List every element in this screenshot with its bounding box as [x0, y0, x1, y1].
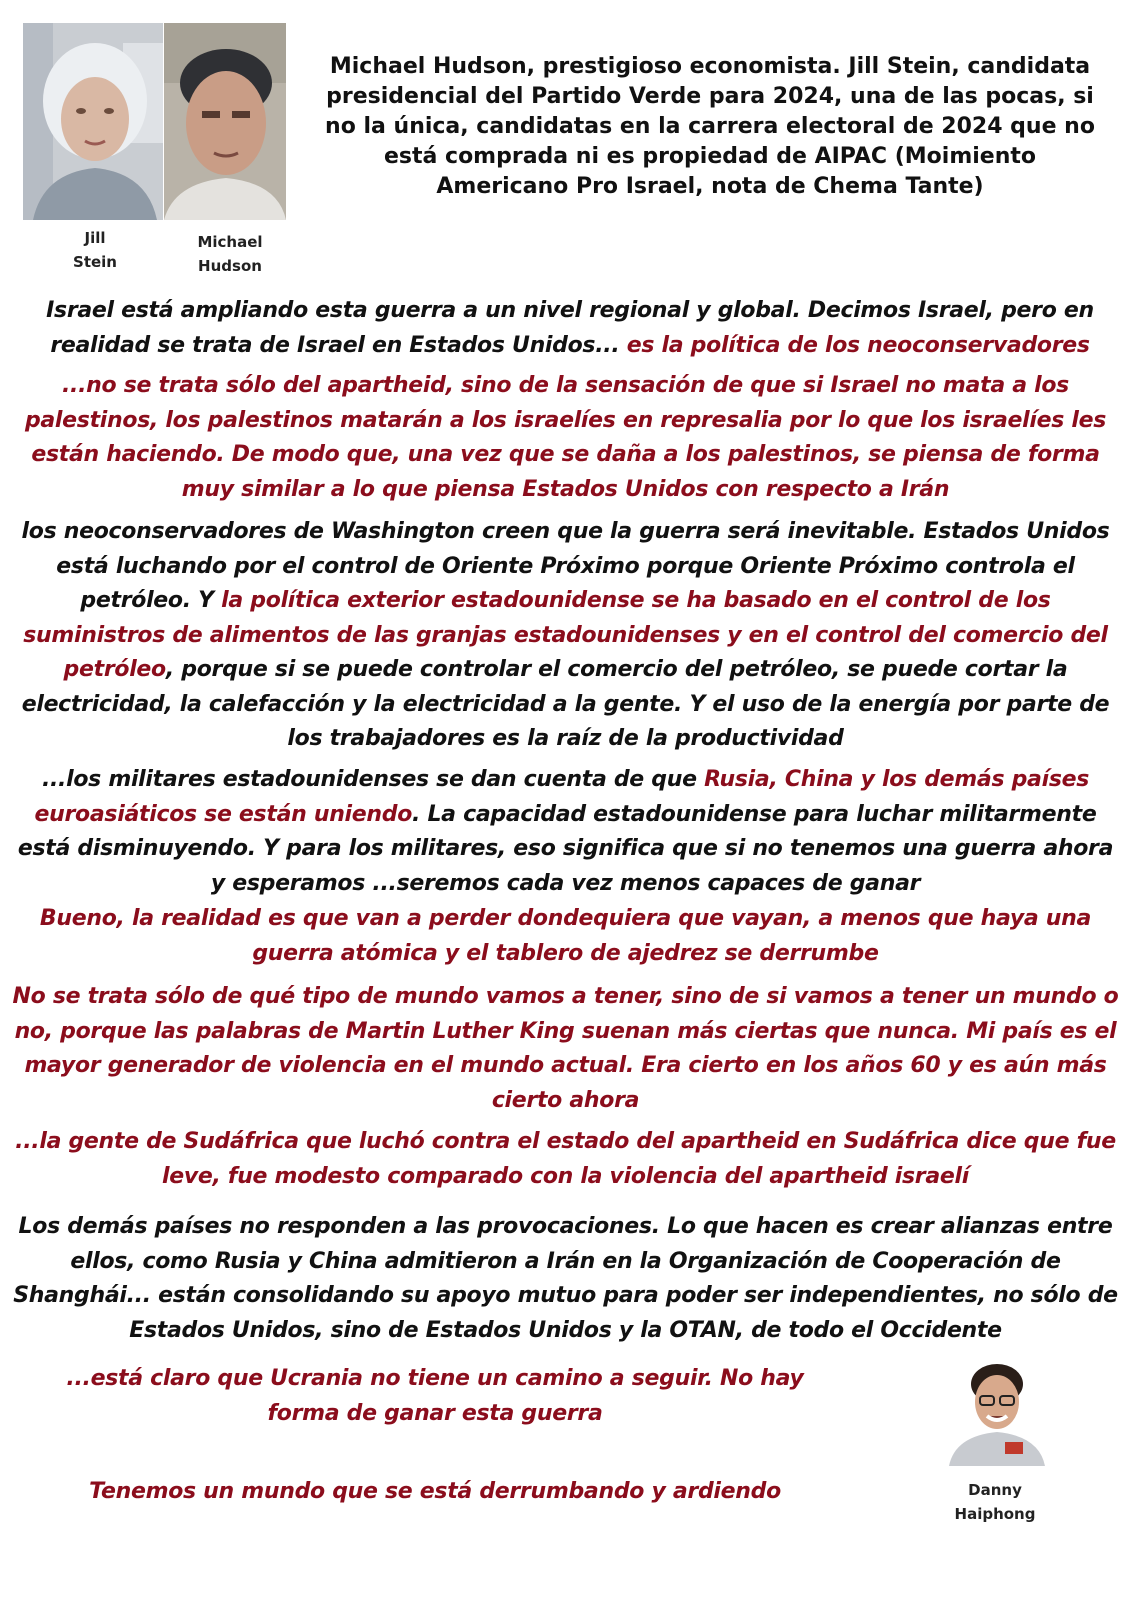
- paragraph-1: [30, 294, 1110, 363]
- paragraph-10: Tenemos un mundo que se está derrumbando y ardiendo: [89, 1479, 781, 1504]
- caption-michael-hudson: Michael Hudson: [197, 233, 263, 275]
- paragraph-4-part-a: ...los militares estadounidenses se dan cuenta de que: [41, 767, 705, 792]
- paragraph-3-part-a: los neoconservadores de Washington creen que la guerra será inevitable. Estados Unidos está luchando por el control de Oriente Próximo porque Oriente Próximo controla el petróleo. Y: [21, 519, 1110, 613]
- paragraph-3-part-c: , porque si se puede controlar el comercio del petróleo, se puede cortar la electricidad, la calefacción y la electricidad a la gente. Y el uso de la energía por parte de los trabajadores es la raíz de la productividad: [21, 657, 1110, 751]
- intro-text: Michael Hudson, prestigioso economista. Jill Stein, candidata presidencial del Partido Verde para 2024, una de las pocas, si no la única, candidatas en la carrera electoral de 2024 que no está comprada ni es propiedad de AIPAC (Moimiento Americano Pro Israel, nota de Chema Tante): [325, 54, 1095, 199]
- paragraph-4: [10, 763, 1121, 901]
- paragraph-3-part-b: la política exterior estadounidense se ha basado en el control de los suministros de alimentos de las granjas estadounidenses y en el control del comercio del petróleo: [23, 588, 1108, 682]
- paragraph-2: ...no se trata sólo del apartheid, sino de la sensación de que si Israel no mata a los palestinos, los palestinos matarán a los israelíes en represalia por lo que los israelíes les están haciendo. De modo que, una vez que se daña a los palestinos, se piensa de forma muy similar a lo que piensa Estados Unidos con respecto a Irán: [24, 373, 1107, 502]
- photo-michael-hudson: [164, 23, 286, 220]
- photo-danny-haiphong: [947, 1360, 1047, 1466]
- caption-danny-haiphong: Danny Haiphong: [954, 1481, 1036, 1523]
- paragraph-3: [10, 515, 1121, 757]
- photo-jill-stein: [23, 23, 163, 220]
- paragraph-1-part-a: Israel está ampliando esta guerra a un nivel regional y global. Decimos Israel, pero en realidad se trata de Israel en Estados Unidos...: [46, 298, 1094, 358]
- paragraph-7: ...la gente de Sudáfrica que luchó contra el estado del apartheid en Sudáfrica dice que fue leve, fue modesto comparado con la violencia del apartheid israelí: [15, 1129, 1116, 1189]
- caption-jill-stein: Jill Stein: [73, 229, 117, 271]
- paragraph-1-part-b: es la política de los neoconservadores: [626, 332, 1090, 358]
- paragraph-8: Los demás países no responden a las provocaciones. Lo que hacen es crear alianzas entre ellos, como Rusia y China admitieron a Irán en la Organización de Cooperación de Shanghái... están consolidando su apoyo mutuo para poder ser independientes, no sólo de Estados Unidos, sino de Estados Unidos y la OTAN, de todo el Occidente: [13, 1214, 1118, 1343]
- paragraph-6: No se trata sólo de qué tipo de mundo vamos a tener, sino de si vamos a tener un mundo o no, porque las palabras de Martin Luther King suenan más ciertas que nunca. Mi país es el mayor generador de violencia en el mundo actual. Era cierto en los años 60 y es aún más cierto ahora: [12, 984, 1119, 1113]
- paragraph-4-part-b: Rusia, China y los demás países euroasiáticos se están uniendo: [34, 767, 1090, 827]
- paragraph-5: Bueno, la realidad es que van a perder dondequiera que vayan, a menos que haya una guerra atómica y el tablero de ajedrez se derrumbe: [39, 906, 1092, 966]
- paragraph-9: ...está claro que Ucrania no tiene un camino a seguir. No hay forma de ganar esta guerra: [66, 1366, 804, 1426]
- paragraph-4-part-c: . La capacidad estadounidense para luchar militarmente está disminuyendo. Y para los militares, eso significa que si no tenemos una guerra ahora y esperamos ...seremos cada vez menos capaces de ganar: [17, 801, 1114, 896]
